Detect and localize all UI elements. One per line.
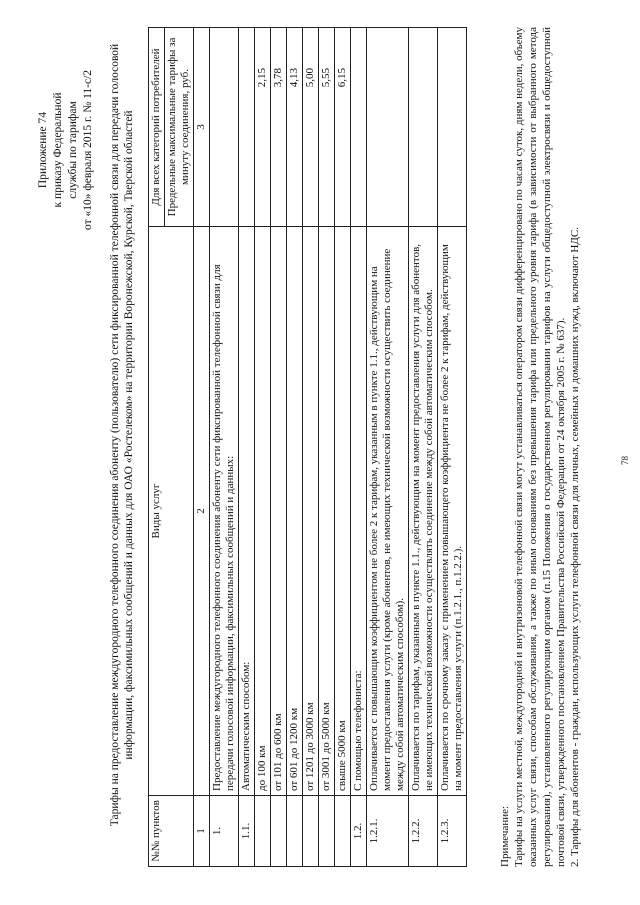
item-number: 1.1. [239, 796, 255, 867]
tariff-value: 5,00 [303, 28, 319, 227]
col-header-max-tariff: Предельные максимальные тарифы за минуту соединения, руб. [165, 28, 194, 227]
table-row [351, 28, 367, 867]
order-date: от «10» февраля 2015 г. № 11-с/2 [82, 69, 94, 231]
tariff-value [210, 28, 239, 227]
item-number [271, 796, 287, 867]
table-row [303, 28, 319, 867]
table-row [239, 28, 255, 867]
service-description: до 100 км [255, 227, 271, 796]
item-number: 1. [210, 796, 239, 867]
table-header-row [149, 28, 165, 867]
appendix-number: Приложение 74 [37, 111, 49, 189]
item-number: 1.2.2. [409, 796, 438, 867]
col-header-consumer-group: Для всех категорий потребителей [149, 28, 165, 227]
service-description: от 3001 до 5000 км [319, 227, 335, 796]
service-description: Оплачивается по тарифам, указанным в пункте 1.1., действующим на момент предоставления услуги для абонентов, не имеющих технической возможности осуществлять соединение между собой автоматическим способом. [409, 227, 438, 796]
service-description: свыше 5000 км [335, 227, 351, 796]
document-title: Тарифы на предоставление междугородного телефонного соединения абоненту (пользователю) сети фиксированной телефонной связи для передачи голосовой информации, факсимильных сообщений и данных для ОАО «Ростелеком» на территории Воронежской, Курской, Тверской областей [109, 43, 135, 827]
table-row [271, 28, 287, 867]
item-number [287, 796, 303, 867]
agency-name: службы по тарифам [67, 101, 79, 199]
table-row [335, 28, 351, 867]
tariff-value: 6,15 [335, 28, 351, 227]
note-paragraph-2: 2. Тарифы для абонентов - граждан, использующих услуги телефонной связи для личных, семейных и домашних нужд, включают НДС. [569, 227, 581, 867]
item-number: 1.2.3. [438, 796, 467, 867]
note-label: Примечание: [499, 805, 511, 867]
table-row [409, 28, 438, 867]
order-reference: к приказу Федеральной [52, 92, 64, 208]
table-row [319, 28, 335, 867]
item-number: 1.2. [351, 796, 367, 867]
col-header-item-number: №№ пунктов [149, 796, 194, 867]
service-description: от 601 до 1200 км [287, 227, 303, 796]
tariff-value [438, 28, 467, 227]
tariff-value [351, 28, 367, 227]
tariff-table [148, 27, 467, 867]
column-number: 3 [194, 28, 210, 227]
note-section [498, 27, 582, 867]
column-number: 1 [194, 796, 210, 867]
table-row [367, 28, 409, 867]
service-description: Оплачивается по срочному заказу с применением повышающего коэффициента не более 2 к тарифам, действующим на момент предоставления услуги (п.1.2.1., п.1.2.2.). [438, 227, 467, 796]
tariff-value: 5,55 [319, 28, 335, 227]
tariff-value: 2,15 [255, 28, 271, 227]
service-description: С помощью телефониста: [351, 227, 367, 796]
table-row [438, 28, 467, 867]
tariff-value [367, 28, 409, 227]
table-row [210, 28, 239, 867]
tariff-value: 4,13 [287, 28, 303, 227]
tariff-value [239, 28, 255, 227]
item-number [255, 796, 271, 867]
tariff-value [409, 28, 438, 227]
item-number [319, 796, 335, 867]
appendix-header [36, 35, 96, 265]
page-number: 78 [620, 456, 630, 465]
service-description: от 1201 до 3000 км [303, 227, 319, 796]
service-description: Оплачивается с повышающим коэффициентом не более 2 к тарифам, указанным в пункте 1.1., действующим на момент предоставления услуги (кроме абонентов, не имеющих технической возможности осуществить соединение между собой автоматическим способом). [367, 227, 409, 796]
service-description: Предоставление междугородного телефонного соединения абоненту сети фиксированной телефонной связи для передачи голосовой информации, факсимильных сообщений и данных: [210, 227, 239, 796]
service-description: Автоматическим способом: [239, 227, 255, 796]
item-number [303, 796, 319, 867]
item-number: 1.2.1. [367, 796, 409, 867]
col-header-service-type: Виды услуг [149, 227, 194, 796]
column-number-row [194, 28, 210, 867]
note-paragraph-1: Тарифы на услуги местной, междугородной и внутризоновой телефонной связи могут устанавливаться оператором связи дифференцировано по часам суток, дням недели, объему оказанных услуг связи, способам обслуживания, а также по иным основаниям без превышения тарифа или предельного уровня тарифа (в зависимости от выбранного метода регулирования), установленного регулирующим органом (п.15 Положения о государственном регулировании тарифов на услуги общедоступной электросвязи и общедоступной почтовой связи, утвержденного постановлением Правительства Российской Федерации от 24 октября 2005 г. № 637). [513, 27, 567, 867]
column-number: 2 [194, 227, 210, 796]
service-description: от 101 до 600 км [271, 227, 287, 796]
table-row [255, 28, 271, 867]
item-number [335, 796, 351, 867]
tariff-value: 3,78 [271, 28, 287, 227]
table-row [287, 28, 303, 867]
